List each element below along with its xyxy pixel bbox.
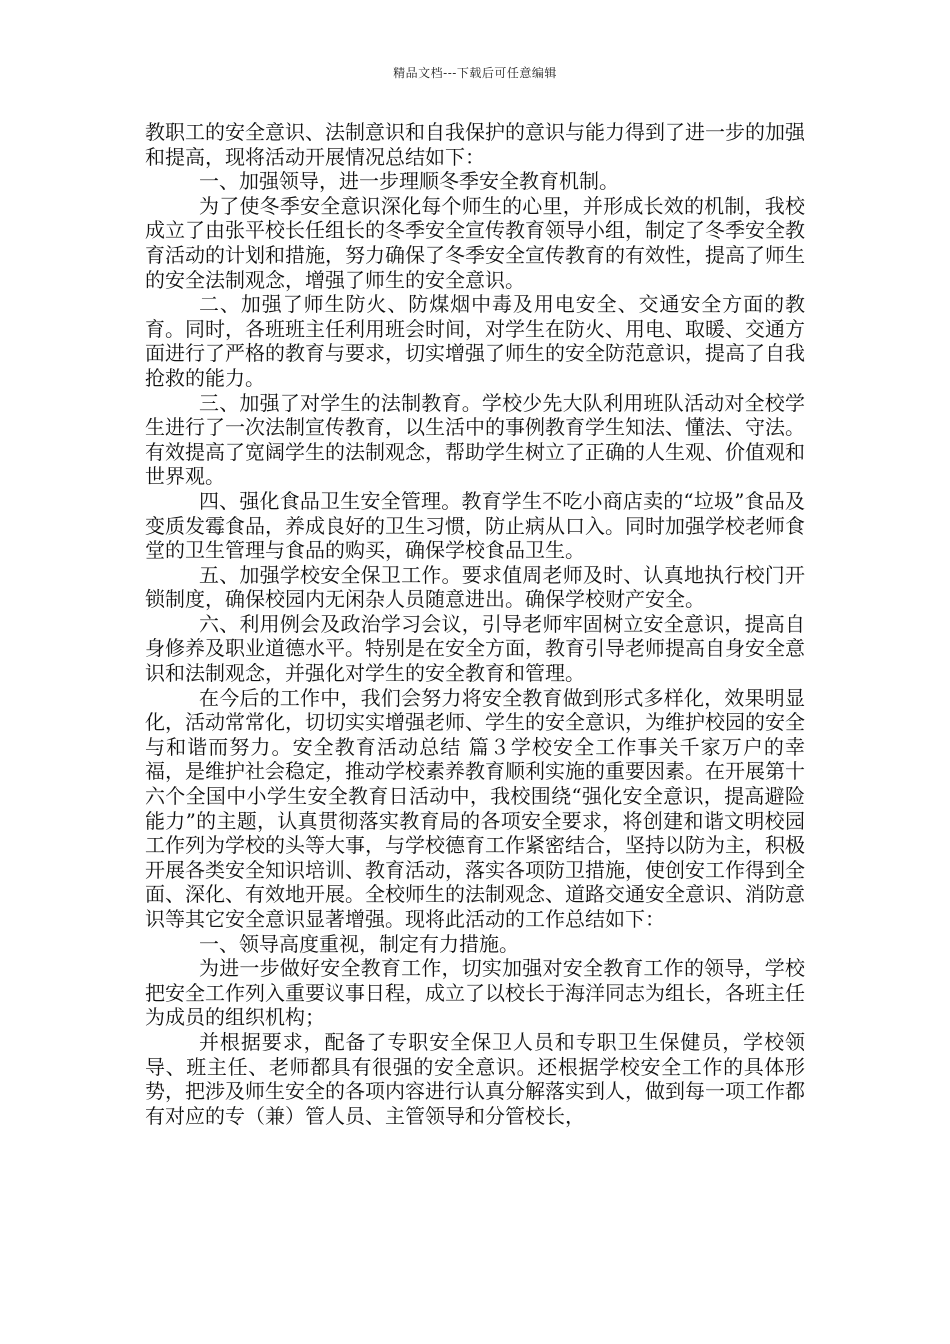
paragraph: 六、利用例会及政治学习会议，引导老师牢固树立安全意识，提高自身修养及职业道德水平。特别是在安全方面，教育引导老师提高自身安全意识和法制观念，并强化对学生的安全教育和管理。: [145, 611, 805, 686]
paragraph: 四、强化食品卫生安全管理。教育学生不吃小商店卖的“垃圾”食品及变质发霉食品，养成良好的卫生习惯，防止病从口入。同时加强学校老师食堂的卫生管理与食品的购买，确保学校食品卫生。: [145, 488, 805, 563]
paragraph: 三、加强了对学生的法制教育。学校少先大队利用班队活动对全校学生进行了一次法制宣传教育，以生活中的事例教育学生知法、懂法、守法。有效提高了宽阔学生的法制观念，帮助学生树立了正确的人生观、价值观和世界观。: [145, 390, 805, 489]
paragraph: 教职工的安全意识、法制意识和自我保护的意识与能力得到了进一步的加强和提高，现将活动开展情况总结如下：: [145, 120, 805, 169]
paragraph: 为了使冬季安全意识深化每个师生的心里，并形成长效的机制，我校成立了由张平校长任组长的冬季安全宣传教育领导小组，制定了冬季安全教育活动的计划和措施，努力确保了冬季安全宣传教育的有效性，提高了师生的安全法制观念，增强了师生的安全意识。: [145, 193, 805, 292]
paragraph: 一、领导高度重视，制定有力措施。: [199, 931, 519, 956]
paragraph: 为进一步做好安全教育工作，切实加强对安全教育工作的领导，学校把安全工作列入重要议事日程，成立了以校长于海洋同志为组长，各班主任为成员的组织机构；: [145, 956, 805, 1030]
page-header: 精品文档---下载后可任意编辑: [393, 66, 557, 80]
paragraph: 五、加强学校安全保卫工作。要求值周老师及时、认真地执行校门开锁制度，确保校园内无闲杂人员随意进出。确保学校财产安全。: [145, 562, 805, 612]
paragraph: 在今后的工作中，我们会努力将安全教育做到形式多样化，效果明显化，活动常常化，切切实实增强老师、学生的安全意识，为维护校园的安全与和谐而努力。安全教育活动总结 篇３学校安全工作事关千家万户的幸福，是维护社会稳定，推动学校素养教育顺利实施的重要因素。在开展第十六个全国中小学生安全教育日活动中，我校围绕“强化安全意识，提高避险能力”的主题，认真贯彻落实教育局的各项安全要求，将创建和谐文明校园工作列为学校的头等大事，与学校德育工作紧密结合，坚持以防为主，积极开展各类安全知识培训、教育活动，落实各项防卫措施，使创安工作得到全面、深化、有效地开展。全校师生的法制观念、道路交通安全意识、消防意识等其它安全意识显著增强。现将此活动的工作总结如下：: [145, 685, 805, 931]
document-body: [145, 120, 805, 1128]
paragraph: 并根据要求，配备了专职安全保卫人员和专职卫生保健员，学校领导、班主任、老师都具有很强的安全意识。还根据学校安全工作的具体形势，把涉及师生安全的各项内容进行认真分解落实到人，做到每一项工作都有对应的专（兼）管人员、主管领导和分管校长，: [145, 1029, 805, 1128]
paragraph: 一、加强领导，进一步理顺冬季安全教育机制。: [199, 169, 619, 194]
paragraph: 二、加强了师生防火、防煤烟中毒及用电安全、交通安全方面的教育。同时，各班班主任利用班会时间，对学生在防火、用电、取暖、交通方面进行了严格的教育与要求，切实增强了师生的安全防范意识，提高了自我抢救的能力。: [145, 292, 805, 390]
